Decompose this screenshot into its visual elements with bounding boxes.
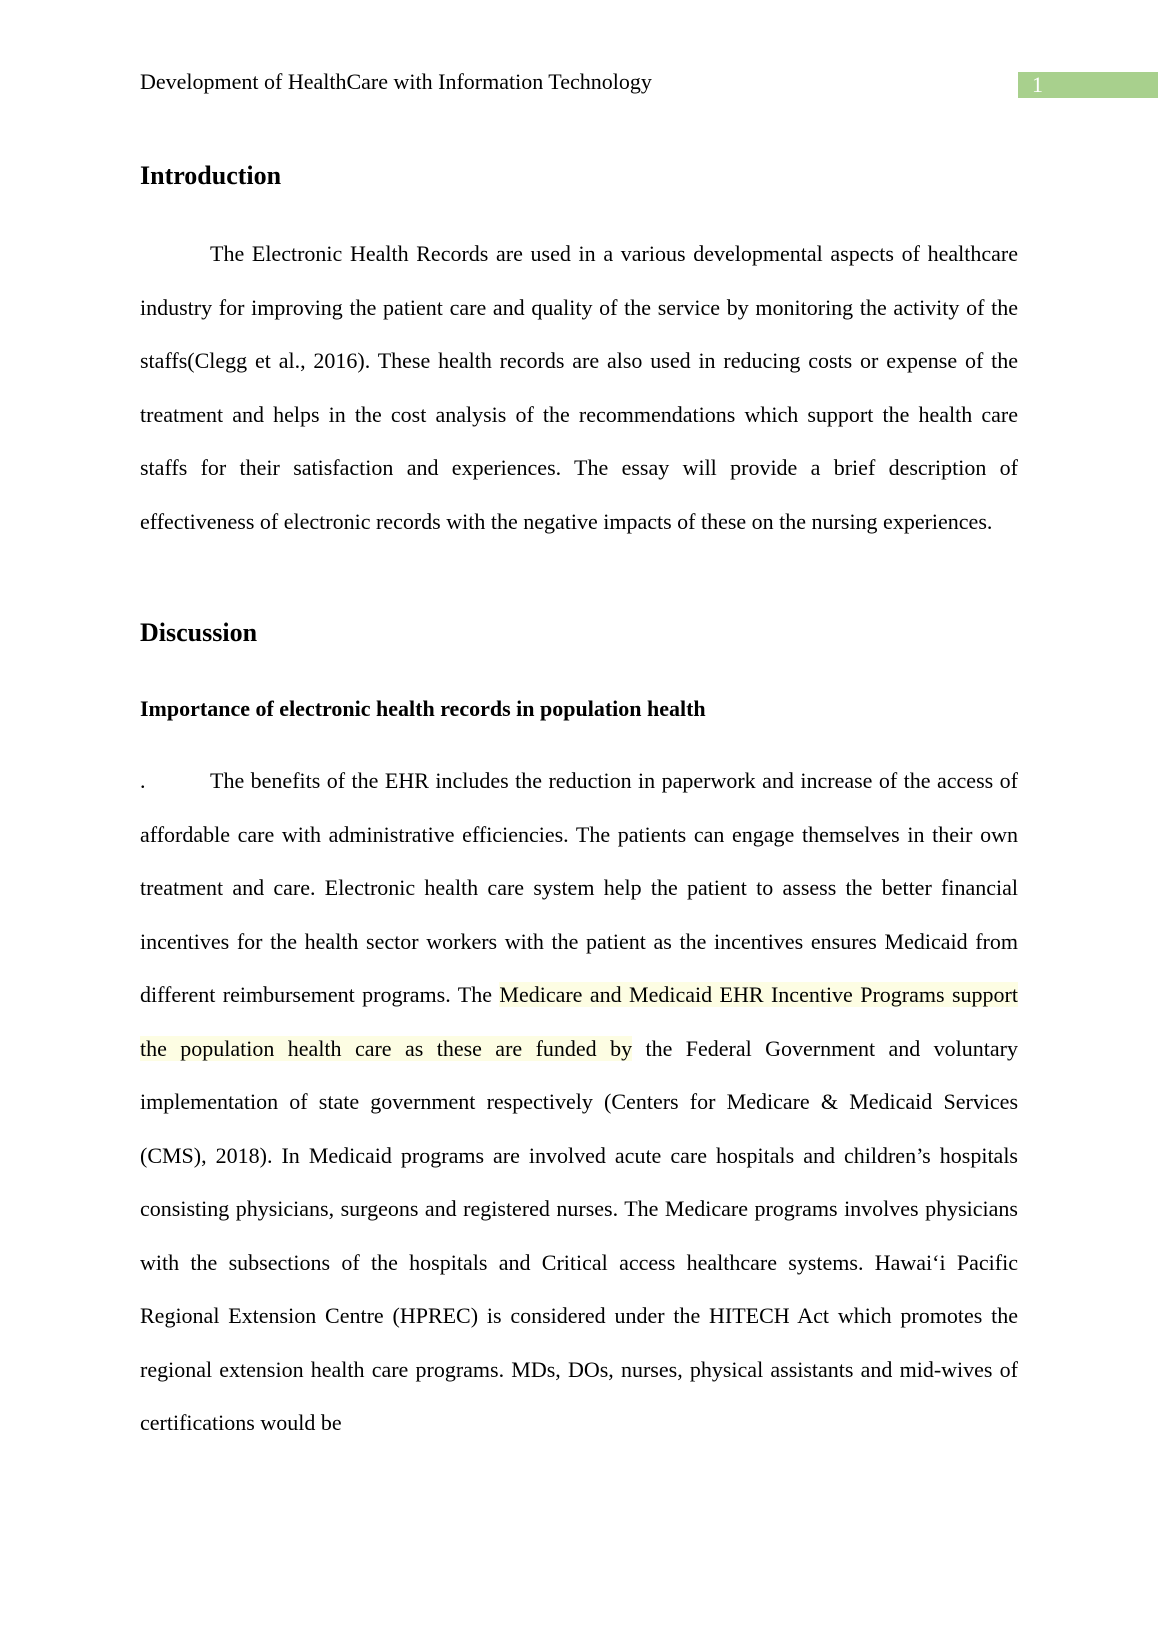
discussion-heading: Discussion [140, 618, 258, 647]
ehr-importance-subheading: Importance of electronic health records in population health [140, 696, 706, 721]
paragraph-lead-marker: . [140, 768, 146, 793]
introduction-paragraph: The Electronic Health Records are used in a various developmental aspects of healthcare industry for improving the patient care and quality of the service by monitoring the activity of the staffs(Clegg et al., 2016). These health records are also used in reducing costs or expense of the treatment and helps in the cost analysis of the recommendations which support the health care staffs for their satisfaction and experiences. The essay will provide a brief description of effectiveness of electronic records with the negative impacts of these on the nursing experiences. [140, 241, 1018, 534]
discussion-text-before-highlight: The benefits of the EHR includes the reduction in paperwork and increase of the access of affordable care with administrative efficiencies. The patients can engage themselves in their own treatment and care. Electronic health care system help the patient to assess the better financial incentives for the health sector workers with the patient as the incentives ensures Medicaid from different reimbursement programs. The [140, 768, 1018, 1007]
discussion-paragraph [140, 754, 1018, 1450]
introduction-heading: Introduction [140, 161, 282, 190]
running-header-title: Development of HealthCare with Information Technology [140, 69, 652, 94]
page-number: 1 [1018, 72, 1158, 98]
highlighted-text: Medicare and Medicaid EHR Incentive Programs support the population health care as these are funded by [140, 982, 1018, 1061]
discussion-text-after-highlight: the Federal Government and voluntary implementation of state government respectively (Centers for Medicare & Medicaid Services (CMS), 2018). In Medicaid programs are involved acute care hospitals and children’s hospitals consisting physicians, surgeons and registered nurses. The Medicare programs involves physicians with the subsections of the hospitals and Critical access healthcare systems. Hawai‘i Pacific Regional Extension Centre (HPREC) is considered under the HITECH Act which promotes the regional extension health care programs. MDs, DOs, nurses, physical assistants and mid-wives of certifications would be [140, 1035, 1018, 1435]
